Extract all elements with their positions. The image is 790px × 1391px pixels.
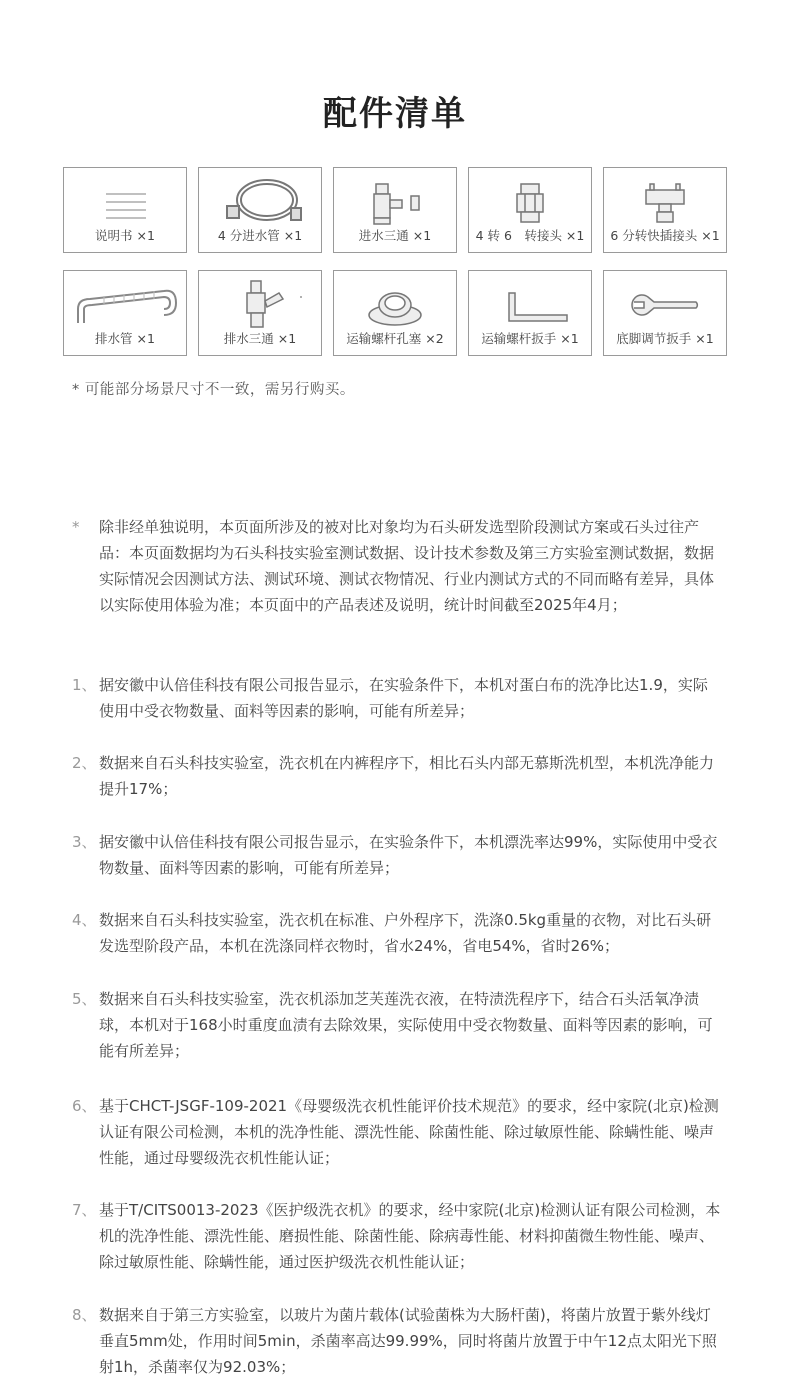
disclaimer-marker: 3、: [72, 833, 97, 851]
disclaimer-item: [72, 750, 722, 802]
adapter-icon: [469, 172, 591, 228]
accessory-label: 说明书 ×1: [95, 228, 155, 243]
disclaimer-text: 除非经单独说明，本页面所涉及的被对比对象均为石头研发选型阶段测试方案或石头过往产品：本页面数据均为石头科技实验室测试数据、设计技术参数及第三方实验室测试数据，数据实际情况会因测试方法、测试环境、测试衣物情况、行业内测试方式的不同而略有差异，具体以实际使用体验为准；本页面中的产品表述及说明，统计时间截至2025年4月；: [99, 518, 715, 614]
disclaimer-marker: 4、: [72, 911, 97, 929]
drain-hose-icon: [64, 275, 186, 331]
disclaimer-item: [72, 986, 722, 1064]
disclaimer-marker: 1、: [72, 676, 97, 694]
disclaimer-text: 基于CHCT-JSGF-109-2021《母婴级洗衣机性能评价技术规范》的要求，经中家院(北京)检测认证有限公司检测，本机的洗净性能、漂洗性能、除菌性能、除过敏原性能、除螨性能、噪声性能，通过母婴级洗衣机性能认证；: [99, 1097, 719, 1167]
accessory-label: 底脚调节扳手 ×1: [616, 331, 714, 346]
disclaimer-item: [72, 1093, 722, 1171]
disclaimer-marker: 6、: [72, 1097, 97, 1115]
drain-tee-icon: [199, 275, 321, 331]
spanner-icon: [604, 275, 726, 331]
accessory-item: [63, 167, 187, 253]
accessory-label: 进水三通 ×1: [358, 228, 432, 243]
accessory-grid: [63, 167, 727, 356]
accessory-label: 运输螺杆扳手 ×1: [481, 331, 579, 346]
bolt-plug-icon: [334, 275, 456, 331]
accessory-item: [63, 270, 187, 356]
disclaimer-marker: *: [72, 518, 80, 536]
disclaimer-marker: 2、: [72, 754, 97, 772]
accessory-item: [603, 270, 727, 356]
disclaimer-item: [72, 672, 722, 724]
disclaimer-item: [72, 1197, 722, 1275]
allen-wrench-icon: [469, 275, 591, 331]
disclaimer-item: [72, 907, 722, 959]
disclaimer-text: 基于T/CITS0013-2023《医护级洗衣机》的要求，经中家院(北京)检测认证有限公司检测，本机的洗净性能、漂洗性能、磨损性能、除菌性能、除病毒性能、材料抑菌微生物性能、噪声、除过敏原性能、除螨性能，通过医护级洗衣机性能认证；: [99, 1201, 721, 1271]
manual-icon: [64, 172, 186, 228]
disclaimer-marker: 5、: [72, 990, 97, 1008]
accessory-label: 6 分转快插接头 ×1: [610, 228, 720, 243]
disclaimer-item: [72, 829, 722, 881]
disclaimer-marker: 7、: [72, 1201, 97, 1219]
accessory-item: [333, 167, 457, 253]
page-title: 配件清单: [323, 94, 467, 134]
disclaimer-item: [72, 514, 722, 618]
accessory-item: [468, 270, 592, 356]
quick-connector-icon: [604, 172, 726, 228]
disclaimer-text: 数据来自石头科技实验室，洗衣机添加芝芙莲洗衣液，在特渍洗程序下，结合石头活氧净渍球，本机对于168小时重度血渍有去除效果，实际使用中受衣物数量、面料等因素的影响，可能有所差异；: [99, 990, 713, 1060]
accessory-label: 4 转 6 转接头 ×1: [475, 228, 585, 243]
accessory-label: 4 分进水管 ×1: [217, 228, 303, 243]
disclaimer-text: 据安徽中认倍佳科技有限公司报告显示，在实验条件下，本机对蛋白布的洗净比达1.9，实际使用中受衣物数量、面料等因素的影响，可能有所差异；: [99, 676, 708, 720]
disclaimer-text: 据安徽中认倍佳科技有限公司报告显示，在实验条件下，本机漂洗率达99%，实际使用中受衣物数量、面料等因素的影响，可能有所差异；: [99, 833, 718, 877]
disclaimer-text: 数据来自于第三方实验室，以玻片为菌片载体(试验菌株为大肠杆菌)，将菌片放置于紫外线灯垂直5mm处，作用时间5min，杀菌率高达99.99%，同时将菌片放置于中午12点太阳光下照射1h，杀菌率仅为92.03%；: [99, 1306, 717, 1376]
purchase-note: * 可能部分场景尺寸不一致，需另行购买。: [72, 382, 355, 398]
accessory-item: [333, 270, 457, 356]
disclaimer-text: 数据来自石头科技实验室，洗衣机在内裤程序下，相比石头内部无慕斯洗机型，本机洗净能力提升17%；: [99, 754, 715, 798]
inlet-tee-icon: [334, 172, 456, 228]
accessory-item: [198, 167, 322, 253]
accessory-label: 排水管 ×1: [95, 331, 155, 346]
accessory-item: [603, 167, 727, 253]
accessory-label: 运输螺杆孔塞 ×2: [346, 331, 444, 346]
disclaimer-text: 数据来自石头科技实验室，洗衣机在标准、户外程序下，洗涤0.5kg重量的衣物，对比石头研发选型阶段产品，本机在洗涤同样衣物时，省水24%，省电54%，省时26%；: [99, 911, 712, 955]
disclaimer-item: [72, 1302, 722, 1380]
accessory-item: [468, 167, 592, 253]
accessory-item: [198, 270, 322, 356]
accessory-label: 排水三通 ×1: [223, 331, 297, 346]
inlet-hose-icon: [199, 172, 321, 228]
disclaimer-marker: 8、: [72, 1306, 97, 1324]
